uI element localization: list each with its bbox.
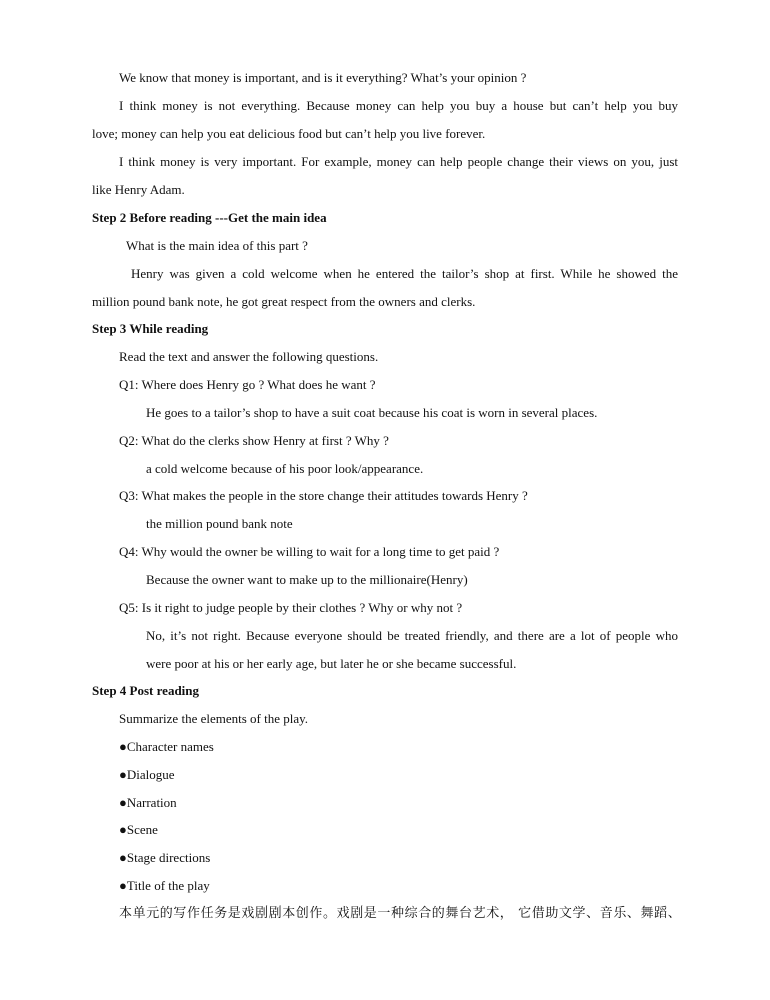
answer-5-line-2: were poor at his or her early age, but later he or she became successful. — [146, 656, 517, 671]
reading-instruction: Read the text and answer the following questions. — [119, 349, 379, 364]
bullet-item: ●Narration — [119, 795, 177, 810]
answer-5-line-1: No, it’s not right. Because everyone should be treated friendly, and there are a lot of people who — [146, 628, 678, 643]
opinion-2-line-2: like Henry Adam. — [92, 182, 185, 197]
bullet-item: ●Character names — [119, 739, 214, 754]
bullet-item: ●Dialogue — [119, 767, 175, 782]
question-3: Q3: What makes the people in the store change their attitudes towards Henry ? — [119, 488, 528, 503]
answer-2: a cold welcome because of his poor look/appearance. — [146, 461, 424, 476]
bullet-item: ●Scene — [119, 822, 158, 837]
question-4: Q4: Why would the owner be willing to wait for a long time to get paid ? — [119, 544, 500, 559]
intro-question: We know that money is important, and is it everything? What’s your opinion ? — [119, 70, 527, 85]
step-3-heading: Step 3 While reading — [92, 321, 209, 336]
step-2-heading: Step 2 Before reading ---Get the main idea — [92, 210, 327, 225]
summarize-instruction: Summarize the elements of the play. — [119, 711, 309, 726]
main-idea-answer-line-1: Henry was given a cold welcome when he entered the tailor’s shop at first. While he showed the — [131, 266, 678, 281]
bullet-item: ●Stage directions — [119, 850, 211, 865]
question-1: Q1: Where does Henry go ? What does he want ? — [119, 377, 376, 392]
answer-3: the million pound bank note — [146, 516, 293, 531]
main-idea-question: What is the main idea of this part ? — [126, 238, 308, 253]
opinion-2-line-1: I think money is very important. For example, money can help people change their views on you, just — [119, 154, 678, 169]
bullet-item: ●Title of the play — [119, 878, 210, 893]
opinion-1-line-2: love; money can help you eat delicious food but can’t help you live forever. — [92, 126, 486, 141]
question-5: Q5: Is it right to judge people by their clothes ? Why or why not ? — [119, 600, 463, 615]
answer-1: He goes to a tailor’s shop to have a suit coat because his coat is worn in several places. — [146, 405, 598, 420]
question-2: Q2: What do the clerks show Henry at first ? Why ? — [119, 433, 389, 448]
chinese-paragraph-line: 本单元的写作任务是戏剧剧本创作。戏剧是一种综合的舞台艺术， 它借助文学、音乐、舞蹈、 — [119, 906, 682, 921]
opinion-1-line-1: I think money is not everything. Because money can help you buy a house but can’t help you buy — [119, 98, 678, 113]
main-idea-answer-line-2: million pound bank note, he got great respect from the owners and clerks. — [92, 294, 476, 309]
step-4-heading: Step 4 Post reading — [92, 683, 200, 698]
answer-4: Because the owner want to make up to the millionaire(Henry) — [146, 572, 468, 587]
